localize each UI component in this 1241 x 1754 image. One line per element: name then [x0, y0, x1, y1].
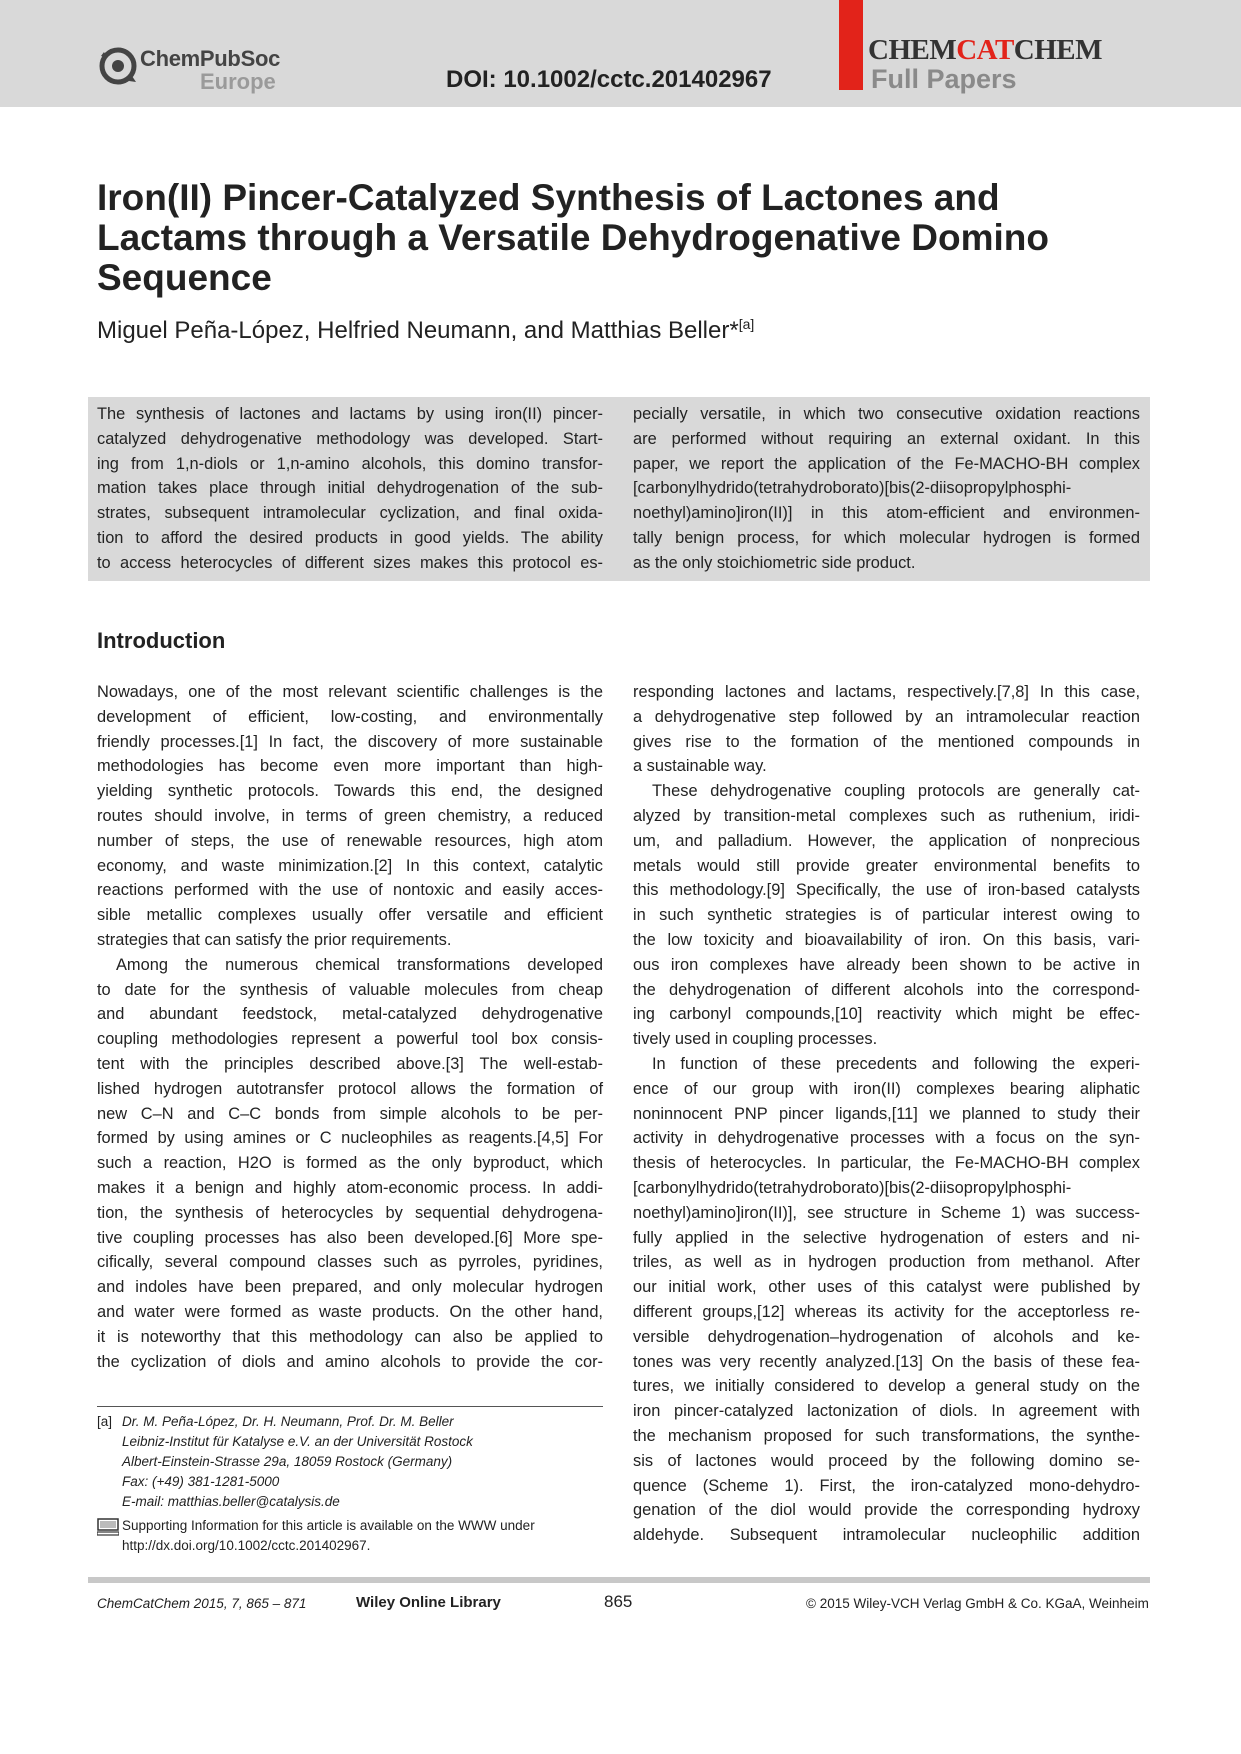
- doi[interactable]: DOI: 10.1002/cctc.201402967: [446, 66, 772, 93]
- affiliation-marker: [a]: [738, 316, 755, 332]
- chempubsoc-logo-icon: [98, 46, 138, 86]
- computer-icon: [97, 1518, 119, 1536]
- supporting-info-link[interactable]: http://dx.doi.org/10.1002/cctc.201402967.: [122, 1538, 371, 1553]
- footer-citation: ChemCatChem 2015, 7, 865 – 871: [97, 1596, 307, 1611]
- page-number: 865: [604, 1592, 633, 1611]
- contact-email[interactable]: E-mail: matthias.beller@catalysis.de: [122, 1494, 340, 1509]
- author-list: Miguel Peña-López, Helfried Neumann, and Matthias Beller*[a]: [97, 316, 755, 344]
- journal-accent-bar: [839, 0, 863, 90]
- section-heading-introduction: Introduction: [97, 628, 226, 653]
- wiley-online-library-link[interactable]: Wiley Online Library: [356, 1594, 501, 1611]
- copyright: © 2015 Wiley-VCH Verlag GmbH & Co. KGaA, Weinheim: [806, 1596, 1149, 1611]
- section-type: Full Papers: [871, 64, 1017, 94]
- footnote-tag: [a]: [97, 1414, 113, 1429]
- body-left-column: Nowadays, one of the most relevant scientific challenges is the development of efficient, low-costing, and environmentally friendly processes.[1] In fact, the discovery of more sustainable methodologies has become even more important than high- yielding synthetic protocols. Towards this end, the designed routes should involve, in terms of green chemistry, a reduced number of steps, the use of renewable resources, high atom economy, and waste minimization.[2] In this context, catalytic reactions performed with the use of nontoxic and easily acces- sible metallic complexes usually offer versatile and efficient strategies that can satisfy the prior requirements. Among the numerous chemical transformations developed to date for the synthesis of valuable molecules from cheap and abundant feedstock, metal-catalyzed dehydrogenative coupling methodologies represent a powerful tool box consis- tent with the principles described above.[3] The well-estab- lished hydrogen autotransfer protocol allows the formation of new C–N and C–C bonds from simple alcohols to be per- formed by using amines or C nucleophiles as reagents.[4,5] For such a reaction, H2O is formed as the only byproduct, which makes it a benign and highly atom-economic process. In addi- tion, the synthesis of heterocycles by sequential dehydrogena- tive coupling processes has also been developed.[6] More spe- cifically, several compound classes such as pyrroles, pyridines, and indoles have been prepared, and only molecular hydrogen and water were formed as waste products. On the other hand, it is noteworthy that this methodology can also be applied to the cyclization of diols and amino alcohols to provide the cor-: [97, 683, 603, 1371]
- footer-rule: [88, 1577, 1150, 1583]
- article-title: Iron(II) Pincer-Catalyzed Synthesis of Lactones and Lactams through a Versatile Dehydrogenative Domino Sequence: [97, 177, 1049, 298]
- body-right-column: responding lactones and lactams, respectively.[7,8] In this case, a dehydrogenative step followed by an intramolecular reaction gives rise to the formation of the mentioned compounds in a sustainable way. These dehydrogenative coupling protocols are generally cat- alyzed by transition-metal complexes such as ruthenium, iridi- um, and palladium. However, the application of nonprecious metals would still provide greater environmental benefits to this methodology.[9] Specifically, the use of iron-based catalysts in such synthetic strategies is of particular interest owing to the low toxicity and bioavailability of iron. On this basis, vari- ous iron complexes have already been shown to be active in the dehydrogenation of different alcohols into the correspond- ing carbonyl compounds,[10] reactivity which might be effec- tively used in coupling processes. In function of these precedents and following the experi- ence of our group with iron(II) complexes bearing aliphatic noninnocent PNP pincer ligands,[11] we planned to study their activity in dehydrogenative processes with a focus on the syn- thesis of heterocycles. In particular, the Fe-MACHO-BH complex [carbonylhydrido(tetrahydroborato)[bis(2-diisopropylphosphi- noethyl)amino]iron(II)], see structure in Scheme 1) was success- fully applied in the selective hydrogenation of esters and ni- triles, as well as in hydrogen production from methanol. After our initial work, other uses of this catalyst were published by different groups,[12] whereas its activity for the acceptorless re- versible dehydrogenation–hydrogenation of alcohols and ke- tones was very recently analyzed.[13] On the basis of these fea- tures, we initially considered to develop a general study on the iron pincer-catalyzed lactonization of diols. In agreement with the mechanism proposed for such transformations, the synthe- sis of lactones would proceed by the following domino se- quence (Scheme 1). First, the iron-catalyzed mono-dehydro- genation of the diol would provide the corresponding hydroxy aldehyde. Subsequent intramolecular nucleophilic addition: [633, 683, 1140, 1545]
- affiliation-footnote: [a] Dr. M. Peña-López, Dr. H. Neumann, Prof. Dr. M. Beller Leibniz-Institut für Katalyse e.V. an der Universität Rostock Albert-Einstein-Strasse 29a, 18059 Rostock (Germany) Fax: (+49) 381-1281-5000 E-mail: matthias.beller@catalysis.de: [97, 1412, 607, 1512]
- abstract-left-column: The synthesis of lactones and lactams by using iron(II) pincer- catalyzed dehydrogenative methodology was developed. Start- ing from 1,n-diols or 1,n-amino alcohols, this domino transfor- mation takes place through initial dehydrogenation of the sub- strates, subsequent intramolecular cyclization, and final oxida- tion to afford the desired products in good yields. The ability to access heterocycles of different sizes makes this protocol es-: [97, 405, 603, 572]
- publisher-logo[interactable]: [98, 42, 298, 98]
- publisher-name: ChemPubSoc: [140, 46, 281, 71]
- footnote-divider: [97, 1406, 603, 1407]
- journal-name: CHEMCATCHEM: [868, 34, 1103, 66]
- abstract-right-column: pecially versatile, in which two consecutive oxidation reactions are performed without requiring an external oxidant. In this paper, we report the application of the Fe-MACHO-BH complex [carbonylhydrido(tetrahydroborato)[bis(2-diisopropylphosphi- noethyl)amino]iron(II)] in this atom-efficient and environmen- tally benign process, for which molecular hydrogen is formed as the only stoichiometric side product.: [633, 405, 1140, 572]
- publisher-region: Europe: [200, 69, 276, 94]
